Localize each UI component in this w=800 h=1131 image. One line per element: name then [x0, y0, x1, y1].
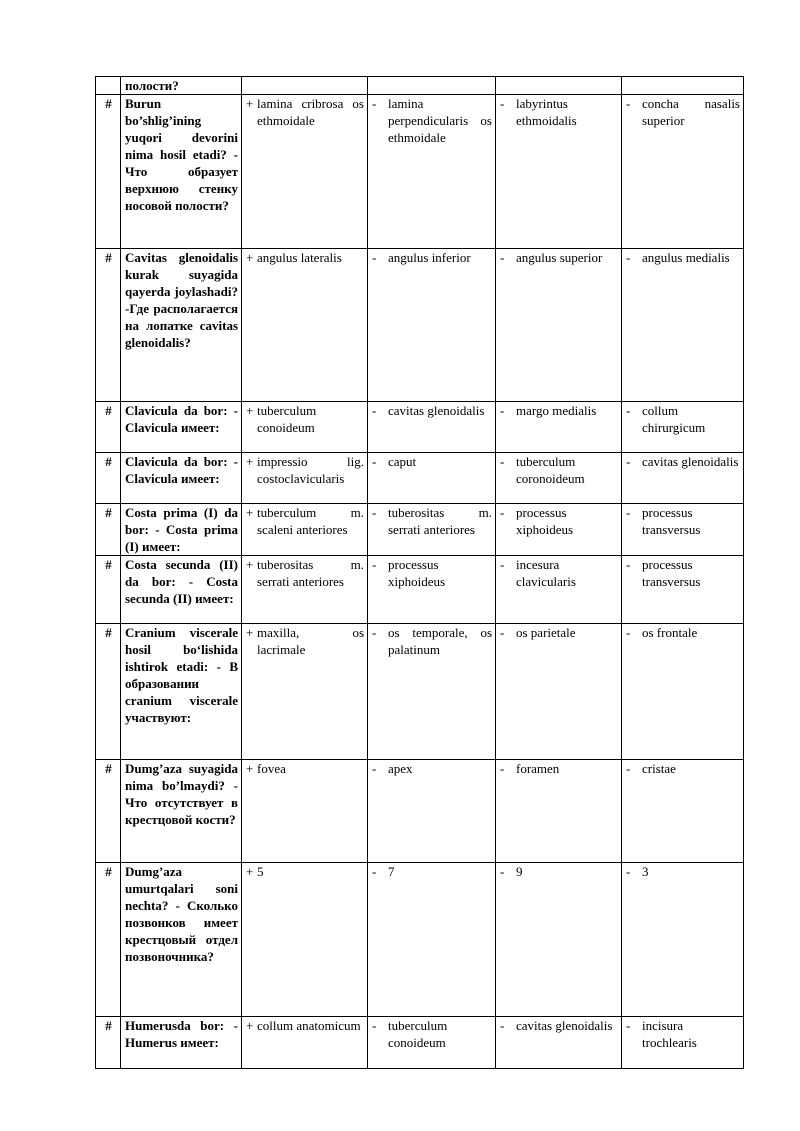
answer-cell — [622, 863, 744, 1017]
wrong-answer-marker: - — [626, 1018, 631, 1033]
correct-answer-marker: + — [246, 96, 254, 111]
wrong-answer-marker: - — [372, 403, 377, 418]
answer-cell — [242, 1017, 368, 1069]
answer-text: margo medialis — [516, 403, 597, 418]
answer-cell — [496, 402, 622, 453]
quiz-table — [95, 76, 744, 1069]
wrong-answer-marker: - — [500, 505, 505, 520]
answer-cell — [622, 453, 744, 504]
answer-cell — [496, 624, 622, 760]
answer-cell — [496, 95, 622, 249]
correct-answer-marker: + — [246, 864, 254, 879]
wrong-answer-marker: - — [626, 96, 631, 111]
answer-cell — [622, 504, 744, 556]
correct-answer-marker: + — [246, 250, 254, 265]
wrong-answer-marker: - — [372, 505, 377, 520]
answer-cell — [496, 504, 622, 556]
answer-text: collum chirurgicum — [642, 403, 706, 435]
answer-cell — [622, 1017, 744, 1069]
answer-text: incisura trochlearis — [642, 1018, 697, 1050]
answer-cell — [242, 624, 368, 760]
wrong-answer-marker: - — [372, 250, 377, 265]
wrong-answer-marker: - — [500, 454, 505, 469]
table-row — [96, 95, 744, 249]
answer-text: lamina perpendicularis os ethmoidale — [388, 96, 492, 145]
answer-text: 9 — [516, 864, 523, 879]
answer-text: lamina cribrosa os ethmoidale — [257, 96, 364, 128]
table-row-continuation — [96, 77, 744, 95]
table-row — [96, 760, 744, 863]
answer-cell — [622, 249, 744, 402]
answer-cell — [368, 95, 496, 249]
answer-text: tuberculum coronoideum — [516, 454, 585, 486]
answer-cell — [242, 249, 368, 402]
question-text: Costa prima (I) da bor: - Costa prima (I) имеет: — [125, 505, 238, 554]
wrong-answer-marker: - — [372, 625, 377, 640]
table-row — [96, 863, 744, 1017]
wrong-answer-marker: - — [626, 864, 631, 879]
answer-text: cristae — [642, 761, 676, 776]
answer-text: tuberositas m. serrati anteriores — [257, 557, 364, 589]
marker-cell: # — [96, 863, 121, 1017]
marker-cell: # — [96, 556, 121, 624]
question-cell — [121, 453, 242, 504]
answer-text: apex — [388, 761, 413, 776]
correct-answer-marker: + — [246, 625, 254, 640]
question-cell — [121, 95, 242, 249]
answer-text: processus transversus — [642, 505, 701, 537]
wrong-answer-marker: - — [500, 761, 505, 776]
wrong-answer-marker: - — [500, 625, 505, 640]
answer-text: maxilla, os lacrimale — [257, 625, 364, 657]
question-cell — [121, 556, 242, 624]
marker-cell: # — [96, 402, 121, 453]
table-row — [96, 402, 744, 453]
answer-text: labyrintus ethmoidalis — [516, 96, 577, 128]
marker-cell — [96, 77, 121, 95]
answer-cell — [242, 402, 368, 453]
wrong-answer-marker: - — [626, 403, 631, 418]
answer-text: tuberculum conoideum — [388, 1018, 448, 1050]
wrong-answer-marker: - — [500, 403, 505, 418]
question-text: Burun bo’shlig’ining yuqori devorini nima hosil etadi? - Что образует верхнюю стенку носовой полости? — [125, 96, 238, 213]
question-text: Cranium viscerale hosil bo‘lishida ishtirok etadi: - В образовании cranium viscerale участвуют: — [125, 625, 238, 725]
question-cell — [121, 77, 242, 95]
answer-cell — [622, 760, 744, 863]
table-row — [96, 504, 744, 556]
answer-cell — [622, 402, 744, 453]
answer-cell — [622, 556, 744, 624]
question-cell — [121, 863, 242, 1017]
answer-text: processus xiphoideus — [388, 557, 446, 589]
answer-cell — [368, 504, 496, 556]
answer-cell — [496, 556, 622, 624]
answer-cell — [496, 249, 622, 402]
correct-answer-marker: + — [246, 505, 254, 520]
answer-cell — [496, 453, 622, 504]
answer-cell — [242, 77, 368, 95]
table-row — [96, 556, 744, 624]
wrong-answer-marker: - — [626, 557, 631, 572]
answer-cell — [368, 863, 496, 1017]
question-cell — [121, 504, 242, 556]
answer-text: 7 — [388, 864, 395, 879]
table-row — [96, 453, 744, 504]
question-text: полости? — [125, 78, 179, 93]
question-text: Dumg’aza suyagida nima bo’lmaydi? - Что отсутствует в крестцовой кости? — [125, 761, 238, 827]
wrong-answer-marker: - — [626, 625, 631, 640]
answer-cell — [242, 504, 368, 556]
answer-text: os frontale — [642, 625, 698, 640]
wrong-answer-marker: - — [500, 557, 505, 572]
wrong-answer-marker: - — [626, 505, 631, 520]
wrong-answer-marker: - — [626, 761, 631, 776]
answer-text: caput — [388, 454, 417, 469]
answer-text: 5 — [257, 864, 264, 879]
question-text: Humerusda bor: - Humerus имеет: — [125, 1018, 238, 1050]
answer-text: concha nasalis superior — [642, 96, 740, 128]
answer-text: fovea — [257, 761, 286, 776]
answer-text: tuberculum m. scaleni anteriores — [257, 505, 364, 537]
answer-text: angulus lateralis — [257, 250, 342, 265]
wrong-answer-marker: - — [626, 250, 631, 265]
answer-cell — [368, 249, 496, 402]
wrong-answer-marker: - — [372, 761, 377, 776]
answer-cell — [496, 77, 622, 95]
question-cell — [121, 402, 242, 453]
answer-text: cavitas glenoidalis — [642, 454, 739, 469]
marker-cell: # — [96, 624, 121, 760]
wrong-answer-marker: - — [500, 864, 505, 879]
answer-text: collum anatomicum — [257, 1018, 361, 1033]
question-cell — [121, 249, 242, 402]
answer-cell — [368, 77, 496, 95]
answer-text: incesura clavicularis — [516, 557, 576, 589]
answer-text: os temporale, os palatinum — [388, 625, 492, 657]
wrong-answer-marker: - — [372, 864, 377, 879]
question-text: Clavicula da bor: - Clavicula имеет: — [125, 403, 238, 435]
answer-text: tuberculum conoideum — [257, 403, 317, 435]
wrong-answer-marker: - — [500, 1018, 505, 1033]
question-text: Cavitas glenoidalis kurak suyagida qayerda joylashadi?-Где располагается на лопатке cavitas glenoidalis? — [125, 250, 238, 350]
question-cell — [121, 760, 242, 863]
question-cell — [121, 624, 242, 760]
correct-answer-marker: + — [246, 454, 254, 469]
answer-cell — [622, 624, 744, 760]
answer-text: processus xiphoideus — [516, 505, 574, 537]
document-page — [95, 76, 743, 1069]
answer-cell — [622, 77, 744, 95]
answer-text: impressio lig. costoclavicularis — [257, 454, 364, 486]
table-row — [96, 249, 744, 402]
answer-text: tuberositas m. serrati anteriores — [388, 505, 492, 537]
correct-answer-marker: + — [246, 557, 254, 572]
wrong-answer-marker: - — [372, 96, 377, 111]
answer-cell — [242, 760, 368, 863]
answer-cell — [368, 453, 496, 504]
answer-text: processus transversus — [642, 557, 701, 589]
answer-cell — [242, 95, 368, 249]
answer-cell — [496, 863, 622, 1017]
wrong-answer-marker: - — [500, 96, 505, 111]
answer-cell — [242, 453, 368, 504]
answer-text: 3 — [642, 864, 649, 879]
marker-cell: # — [96, 453, 121, 504]
answer-text: angulus medialis — [642, 250, 730, 265]
answer-cell — [496, 1017, 622, 1069]
answer-cell — [368, 760, 496, 863]
marker-cell: # — [96, 249, 121, 402]
answer-cell — [242, 863, 368, 1017]
marker-cell: # — [96, 95, 121, 249]
wrong-answer-marker: - — [626, 454, 631, 469]
answer-cell — [496, 760, 622, 863]
answer-cell — [242, 556, 368, 624]
question-text: Costa secunda (II) da bor: - Costa secunda (II) имеет: — [125, 557, 238, 606]
question-cell — [121, 1017, 242, 1069]
answer-text: foramen — [516, 761, 560, 776]
wrong-answer-marker: - — [500, 250, 505, 265]
answer-cell — [368, 1017, 496, 1069]
answer-cell — [368, 556, 496, 624]
correct-answer-marker: + — [246, 761, 254, 776]
answer-text: os parietale — [516, 625, 576, 640]
answer-text: angulus inferior — [388, 250, 471, 265]
answer-text: cavitas glenoidalis — [516, 1018, 613, 1033]
answer-cell — [622, 95, 744, 249]
marker-cell: # — [96, 504, 121, 556]
answer-text: angulus superior — [516, 250, 603, 265]
wrong-answer-marker: - — [372, 1018, 377, 1033]
question-text: Clavicula da bor: - Clavicula имеет: — [125, 454, 238, 486]
table-row — [96, 1017, 744, 1069]
wrong-answer-marker: - — [372, 454, 377, 469]
correct-answer-marker: + — [246, 1018, 254, 1033]
wrong-answer-marker: - — [372, 557, 377, 572]
answer-text: cavitas glenoidalis — [388, 403, 485, 418]
answer-cell — [368, 624, 496, 760]
question-text: Dumg’aza umurtqalari soni nechta? - Сколько позвонков имеет крестцовый отдел позвоночника? — [125, 864, 238, 964]
answer-cell — [368, 402, 496, 453]
correct-answer-marker: + — [246, 403, 254, 418]
table-row — [96, 624, 744, 760]
marker-cell: # — [96, 1017, 121, 1069]
marker-cell: # — [96, 760, 121, 863]
